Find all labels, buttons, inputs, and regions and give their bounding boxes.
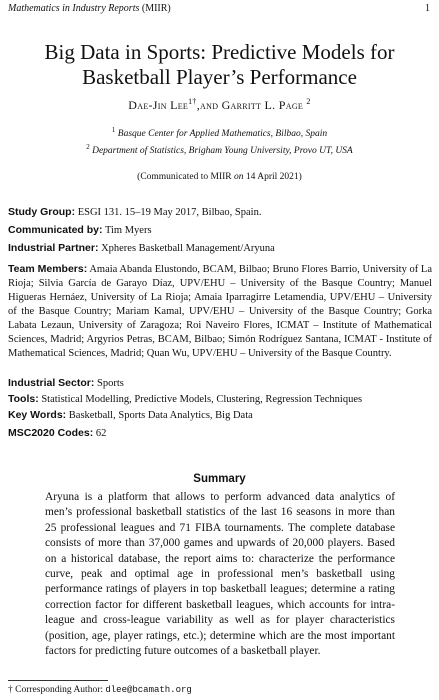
- study-group-value: ESGI 131. 15–19 May 2017, Bilbao, Spain.: [77, 207, 262, 218]
- author-2-marks: 2: [306, 97, 311, 106]
- footnote-label: Corresponding Author:: [15, 685, 103, 695]
- msc-codes-value: 62: [95, 428, 107, 439]
- author-list: [0, 97, 439, 113]
- study-group-label: Study Group:: [8, 206, 76, 218]
- msc-codes-row: [8, 426, 432, 441]
- communicated-journal: MIIR: [210, 172, 232, 182]
- tools-row: [8, 392, 432, 407]
- footnote-mark: †: [8, 685, 13, 695]
- keywords-label: Key Words:: [8, 409, 67, 421]
- journal-name: Mathematics in Industry Reports: [8, 3, 140, 14]
- team-members-row: [8, 262, 432, 361]
- affiliation-1-number: 1: [111, 126, 116, 134]
- communicated-line: [0, 172, 439, 182]
- footnote: [8, 685, 192, 695]
- communicated-by-label: Communicated by:: [8, 224, 103, 236]
- journal-abbr: (MIIR): [141, 3, 171, 14]
- industrial-partner-value: Xpheres Basketball Management/Aryuna: [101, 243, 275, 254]
- tools-label: Tools:: [8, 393, 39, 405]
- title-line-2: Basketball Player’s Performance: [82, 65, 357, 89]
- industrial-partner-label: Industrial Partner:: [8, 242, 99, 254]
- study-group-row: [8, 205, 432, 220]
- industrial-sector-value: Sports: [96, 378, 124, 389]
- corresponding-email: dlee@bcamath.org: [105, 685, 192, 695]
- team-members-value: Amaia Abanda Elustondo, BCAM, Bilbao; Bruno Flores Barrio, University of La Rioja; Silvia García de Garayo Díaz, UPV/EHU – University of the Basque Country; Manuel Higueras Hernáez, University of La Rioja; Amaia Iparragirre Letamendia, UPV/EHU – University of the Basque Country; Mariam Kamal, UPV/EHU – University of the Basque Country; Gorka Labata Lezaun, University of Zaragoza; Roi Naveiro Flores, ICMAT – Institute of Mathematical Sciences, Madrid; Argyrios Petras, BCAM, Bilbao; Simón Rodríguez Santana, ICMAT - Institute of Mathematical Sciences, Madrid; Quan Wu, UPV/EHU – University of the Basque Country.: [8, 264, 433, 359]
- keywords-value: Basketball, Sports Data Analytics, Big Data: [68, 410, 253, 421]
- affiliation-2: [0, 141, 439, 158]
- team-members-label: Team Members:: [8, 263, 88, 275]
- industrial-partner-row: [8, 241, 432, 256]
- communicated-suffix: ): [298, 172, 302, 182]
- author-2: Garritt L. Page: [221, 98, 304, 112]
- footnote-rule: [8, 680, 108, 681]
- affiliation-1: [0, 124, 439, 141]
- affiliation-2-text: Department of Statistics, Brigham Young University, Provo UT, USA: [92, 146, 353, 157]
- affiliations: [0, 124, 439, 158]
- communicated-date: 14 April 2021: [245, 172, 299, 182]
- author-connector: ,and: [196, 98, 219, 112]
- author-1: Dae-Jin Lee: [128, 98, 189, 112]
- author-1-marks: 1†: [188, 97, 197, 106]
- keywords-row: [8, 408, 432, 423]
- communicated-middle: on: [234, 172, 244, 182]
- affiliation-1-text: Basque Center for Applied Mathematics, Bilbao, Spain: [117, 129, 328, 140]
- paper-title: [0, 40, 439, 90]
- title-line-1: Big Data in Sports: Predictive Models for: [44, 40, 395, 64]
- summary-text: Aryuna is a platform that allows to perform advanced data analytics of men’s professional basketball statistics of the last 16 seasons in more than 25 professional leagues and 71 FIBA tournaments. The complete database consists of more than 37,000 games and upwards of 20,000 players. Based on a historical database, the report aims to: characterize the performance curve, peak and optimal age in professional men’s basketball using performance ratings of players in top basketball leagues; determine a rating correction factor for different basketball leagues, which accounts for intra-league and cross-league variability as well as for player characteristics (position, age, player ratings, etc.); determine which are the most important factors for predicting future outcomes of a basketball player.: [45, 491, 395, 658]
- summary-heading: Summary: [193, 473, 246, 485]
- industrial-sector-row: [8, 376, 432, 391]
- communicated-by-value: Tim Myers: [104, 225, 152, 236]
- msc-codes-label: MSC2020 Codes:: [8, 427, 94, 439]
- running-head: [8, 3, 171, 14]
- industrial-sector-label: Industrial Sector:: [8, 377, 95, 389]
- tools-value: Statistical Modelling, Predictive Models, Clustering, Regression Techniques: [41, 394, 363, 405]
- page-number: 1: [425, 3, 430, 14]
- communicated-by-row: [8, 223, 432, 238]
- communicated-prefix: (Communicated to: [137, 172, 209, 182]
- affiliation-2-number: 2: [86, 143, 90, 152]
